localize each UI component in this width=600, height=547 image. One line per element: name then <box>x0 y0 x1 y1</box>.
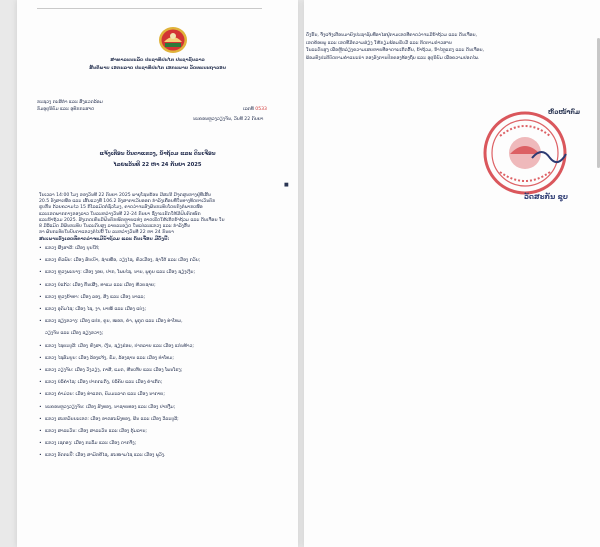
paragraph-line: 8 ມີລີແມັດ ມີຜົນກະທົບ ໃນລະດັບສູງ ລາຍລະອຽດ ໃນແຕ່ລະແຂວງ ແລະ ກໍາລັງຂຶ້ນ <box>39 224 191 229</box>
district-item: • ແຂວງ ອັດຕະປື: ເມືອງ ສາມັກຄີໄຊ, ສະໜາມໄຊ ແລະ ເມືອງ ພູວົງ. <box>45 453 166 459</box>
top-rule <box>37 8 262 9</box>
right-paragraph-line: ດັ່ງນັ້ນ, ຈຶ່ງແຈ້ງເຕືອນມາຍັງປະຊາຊົນທີ່ອາໄສຢູ່ຕາມເຂດທີ່ຄາດວ່າຈະມີນໍ້າຖ້ວມ ແລະ ດິນເຈື່ອນ, <box>306 33 477 38</box>
district-item: • ແຂວງ ໄຊຍະບູລີ: ເມືອງ ຫົງສາ, ເງິນ, ຊຽງຮ່ອນ, ປາກລາຍ ແລະ ເມືອງ ແກ່ນທ້າວ; <box>45 344 194 350</box>
national-emblem-icon <box>156 24 190 54</box>
paragraph-line: ໃນເວລາ 14:00 ໂມງ ຂອງວັນທີ 22 ກັນຍາ 2025 ພາຍຸໂຊນຮ້ອນ ມີສະນີ ມີຈຸດສູນກາງຢູ່ທີ່ເສັ້ນ <box>39 193 211 198</box>
signature-title: ຫົວໜ້າກົມ <box>548 109 581 116</box>
district-item: • ແຂວງ ບໍ່ແກ້ວ: ເມືອງ ຕົ້ນເຜິ້ງ, ທາແມ ແລະ ເມືອງ ຫ້ວຍຊາຍ; <box>45 283 156 289</box>
header-line-1: ສາທາລະນະລັດ ປະຊາທິປະໄຕ ປະຊາຊົນລາວ <box>110 58 205 63</box>
bullets-heading: ສະເພາະຂົງເຂດທີ່ຄາດວ່າຈະມີນໍ້າຖ້ວມ ແລະ ດິນເຈື່ອນ ມີດັ່ງນີ້: <box>39 237 170 242</box>
doc-title-line-1: ແຈ້ງເຕືອນ ບັນດາແຂວງ, ນໍ້າຖ້ວມ ແລະ ດິນເຈື່ອນ <box>99 151 216 157</box>
district-item: • ແຂວງ ບໍລິຄຳໄຊ: ເມືອງ ປາກກະດິງ, ບໍລິຄັນ ແລະ ເມືອງ ຄຳເກີດ; <box>45 380 162 386</box>
paragraph-line: 20.5 ອົງສາເໜືອ ແລະ ເສັ້ນແວງທີ່ 106.2 ອົງສາຕາເວັນອອກ ກໍາລັງເຄື່ອນທີ່ໃນທາງທິດຕາເວັນຕົກ <box>39 199 216 205</box>
paragraph-line: ຮູບກັ້ນ ດ້ວຍຄວາມໄວ 15 ກິໂລແມັດຕໍ່ຊົ່ວໂມງ, ຄາດວ່າຈະສົ່ງຜົນກະທົບໂດຍກົງຕໍ່ພາກເໜືອ <box>39 205 203 211</box>
paragraph-line: ກາ ຜົນກະທົບໃນບັນດາແຂວງຕໍ່ໄປນີ້ ໃນ ລະຫວ່າງວັນທີ 22 ຫາ 24 ກັນຍາ <box>39 230 174 236</box>
doc-title-line-2: ໄລຍະວັນທີ 22 ຫາ 24 ກັນຍາ 2025 <box>113 162 202 168</box>
district-item: • ແຂວງ ຫຼວງພະບາງ: ເມືອງ ງອຍ, ປາກ, ໂພນໄຊ, ນານ, ພູຄູນ ແລະ ເມືອງ ຊຽງເງິນ; <box>45 270 195 276</box>
doc-number-label: ເລກທີ <box>243 107 254 112</box>
doc-number-value: 0533 <box>255 107 267 112</box>
right-paragraph-line: ເຂດຄ້ອຍພູ ແລະ ເຂດທີ່ມີຄວາມສ່ຽງ ໃຫ້ກຽມພ້ອມຮັບມື ແລະ ຕິດຕາມຂ່າວສານ <box>306 40 452 46</box>
place-date: ນະຄອນຫຼວງວຽງຈັນ, ວັນທີ 22 ກັນຍາ <box>193 117 264 122</box>
signature-name: ວັດສະກັນ ຊຸບ <box>524 193 568 201</box>
district-item: • ແຂວງ ຫຼວງນໍ້າທາ: ເມືອງ ລອງ, ສິງ ແລະ ເມືອງ ນາແລ; <box>45 295 145 301</box>
official-stamp-icon <box>480 108 570 198</box>
district-item: • ແຂວງ ຊຽງຂວາງ: ເມືອງ ແປກ, ຄູນ, ໝອກ, ຄຳ, ພູກູດ ແລະ ເມືອງ ທ່າໂທມ, <box>45 319 183 325</box>
page-left <box>17 0 298 547</box>
district-item: • ແຂວງ ສາລະວັນ: ເມືອງ ສາລະວັນ ແລະ ເມືອງ ຕຸ້ມລານ; <box>45 429 147 435</box>
ministry-line-2: ກົມອຸຕຸນິຍົມ ແລະ ອຸທົກກະສາດ <box>37 107 95 112</box>
paragraph-line: ແລະເຂດພາກກາງຂອງລາວ ໃນລະຫວ່າງວັນທີ 22-24 ກັນຍາ ຊຶ່ງຈະເຮັດໃຫ້ມີຝົນຕົກໜັກ <box>39 211 201 217</box>
district-item: • ແຂວງ ຫົວພັນ: ເມືອງ ສົບເບົາ, ຊຳເໜືອ, ວຽງໄຊ, ຫົວເມືອງ, ຊຳໃຕ້ ແລະ ເມືອງ ກວັນ; <box>45 258 200 264</box>
doc-number <box>243 107 267 113</box>
district-item: • ແຂວງ ອຸດົມໄຊ: ເມືອງ ໄຊ, ງາ, ນາໝໍ້ ແລະ ເມືອງ ແບ່ງ; <box>45 307 146 313</box>
page-right <box>304 0 600 547</box>
ministry-line-1: ກະຊວງ ກະສິກຳ ແລະ ສິ່ງແວດລ້ອມ <box>37 100 103 105</box>
district-item: • ແຂວງ ວຽງຈັນ: ເມືອງ ວັງວຽງ, ກາສີ, ແມດ, ຫີນເຫີບ ແລະ ເມືອງ ໂພນໂຮງ; <box>45 368 182 374</box>
district-item-continuation: ວຽງຈັນ ແລະ ເມືອງ ຊຽງຂວາງ; <box>45 331 104 337</box>
section-marker: ■ <box>284 182 289 188</box>
district-item: • ແຂວງ ຜົ້ງສາລີ: ເມືອງ ບຸນໃຕ້; <box>45 246 100 252</box>
header-line-2: ສັນຕິພາບ ເອກະລາດ ປະຊາທິປະໄຕ ເອກະພາບ ວັດທະນະຖາວອນ <box>89 66 226 71</box>
district-item: • ແຂວງ ເຊກອງ: ເມືອງ ກະລຶມ ແລະ ເມືອງ ດາກຈຶງ; <box>45 441 136 447</box>
district-item: • ນະຄອນຫຼວງວຽງຈັນ: ເມືອງ ສັງທອງ, ນາຊາຍທອງ ແລະ ເມືອງ ປາກງື່ມ; <box>45 405 175 411</box>
district-item: • ແຂວງ ໄຊສົມບູນ: ເມືອງ ລ້ອງແຈ້ງ, ຮົ່ມ, ລ້ອງຊານ ແລະ ເມືອງ ທ່າໂທມ; <box>45 356 174 362</box>
district-item: • ແຂວງ ຄຳມ່ວນ: ເມືອງ ທ່າແຂກ, ຍົມມະລາດ ແລະ ເມືອງ ນາກາຍ; <box>45 392 165 398</box>
paragraph-line: ແລະນໍ້າຖ້ວມ 2025. ສັງເກດເຫັນມີຝົນຕົກໜັກຫຼາຍແຫ່ງ ອາດເຮັດໃຫ້ເກີດນໍ້າຖ້ວມ ແລະ ດິນເຈື່ອນ ໃນ <box>39 217 225 223</box>
right-paragraph-line: ໃນລະດັບສູງ ເພື່ອຫຼີກລ່ຽງຄວາມເສຍຫາຍທີ່ອາດຈະເກີດຂຶ້ນ, ນໍ້າຖ້ວມ, ນໍ້າໄຫຼແຮງ ແລະ ດິນເຈື່ອນ, <box>306 48 484 53</box>
right-paragraph-line: ພ້ອມທັງປະຕິບັດຕາມຄໍາແນະນໍາ ຂອງອົງການປົກຄອງທ້ອງຖິ່ນ ແລະ ອຸຕຸນິຍົມ ເພື່ອຄວາມປອດໄພ. <box>306 55 480 61</box>
district-item: • ແຂວງ ສະຫວັນນະເຂດ: ເມືອງ ອາດສະພັງທອງ, ພີນ ແລະ ເມືອງ ວິລະບູລີ; <box>45 417 179 423</box>
